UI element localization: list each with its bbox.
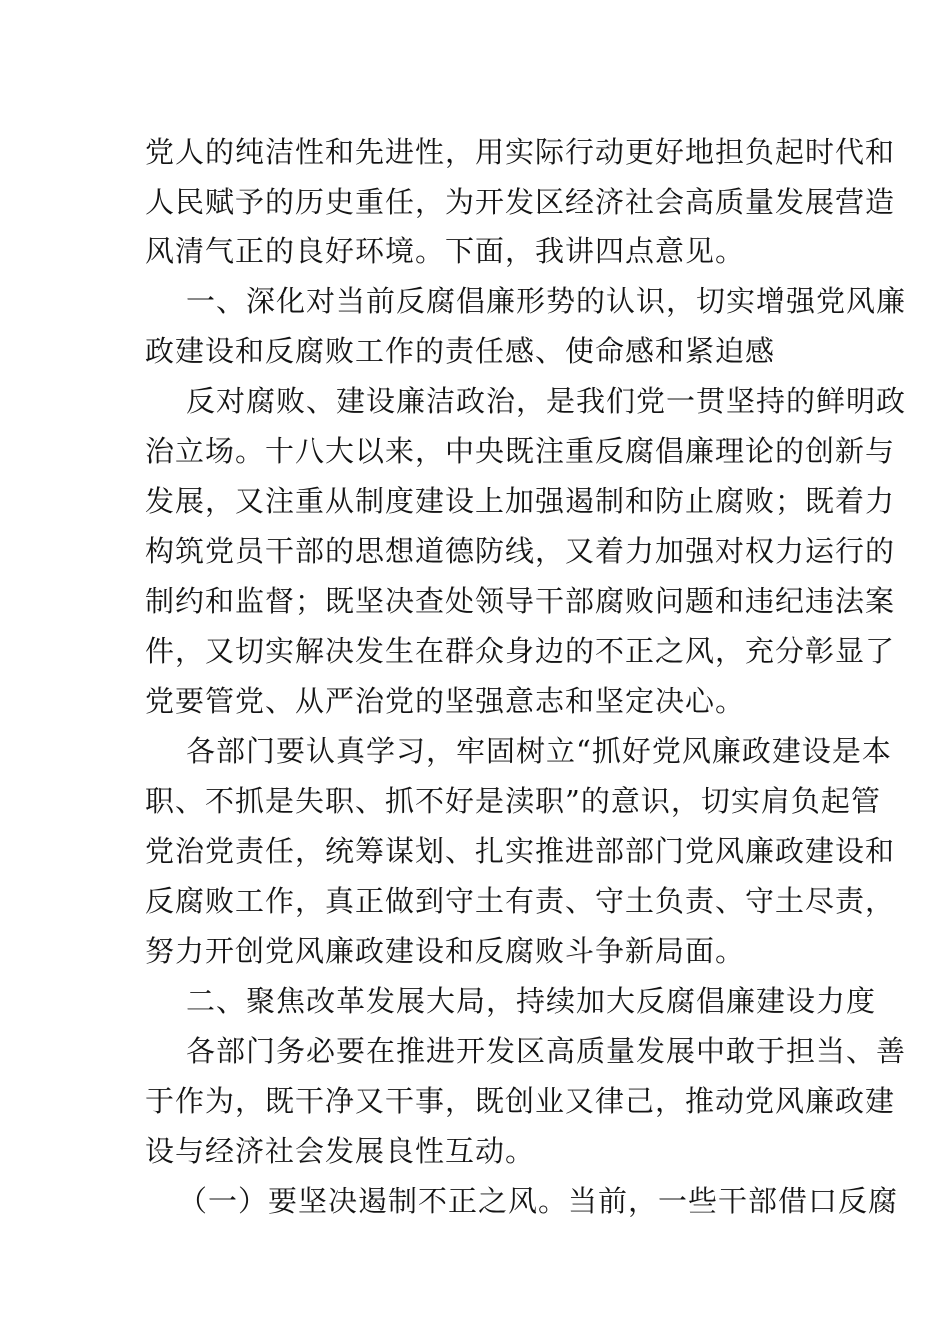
text-line: 党人的纯洁性和先进性，用实际行动更好地担负起时代和 — [145, 135, 896, 169]
text-line: 件，又切实解决发生在群众身边的不正之风，充分彰显了 — [145, 634, 896, 668]
text-line: 于作为，既干净又干事，既创业又律己，推动党风廉政建 — [145, 1084, 896, 1118]
text-line: 设与经济社会发展良性互动。 — [145, 1134, 536, 1168]
text-line: 职、不抓是失职、抓不好是渎职”的意识，切实肩负起管 — [145, 784, 881, 818]
subsection-heading-1: （一）要坚决遏制不正之风。当前，一些干部借口反腐 — [178, 1184, 899, 1218]
text-line: 制约和监督；既坚决查处领导干部腐败问题和违纪违法案 — [145, 584, 896, 618]
text-line: 发展，又注重从制度建设上加强遏制和防止腐败；既着力 — [145, 484, 896, 518]
text-line: 反腐败工作，真正做到守土有责、守土负责、守土尽责， — [145, 884, 896, 918]
text-line: 党要管党、从严治党的坚强意志和坚定决心。 — [145, 684, 746, 718]
text-line: 风清气正的良好环境。下面，我讲四点意见。 — [145, 234, 746, 268]
text-line: 党治党责任，统筹谋划、扎实推进部部门党风廉政建设和 — [145, 834, 896, 868]
paragraph-start: 各部门要认真学习，牢固树立“抓好党风廉政建设是本 — [186, 734, 892, 768]
section-heading-1: 一、深化对当前反腐倡廉形势的认识，切实增强党风廉 — [186, 284, 907, 318]
section-heading-2: 二、聚焦改革发展大局，持续加大反腐倡廉建设力度 — [186, 984, 877, 1018]
paragraph-start: 反对腐败、建设廉洁政治，是我们党一贯坚持的鲜明政 — [186, 384, 907, 418]
text-line: 构筑党员干部的思想道德防线，又着力加强对权力运行的 — [145, 534, 896, 568]
text-line: 努力开创党风廉政建设和反腐败斗争新局面。 — [145, 934, 746, 968]
paragraph-start: 各部门务必要在推进开发区高质量发展中敢于担当、善 — [186, 1034, 907, 1068]
text-line: 治立场。十八大以来，中央既注重反腐倡廉理论的创新与 — [145, 434, 896, 468]
section-heading-1-cont: 政建设和反腐败工作的责任感、使命感和紧迫感 — [145, 334, 776, 368]
text-line: 人民赋予的历史重任，为开发区经济社会高质量发展营造 — [145, 185, 896, 219]
